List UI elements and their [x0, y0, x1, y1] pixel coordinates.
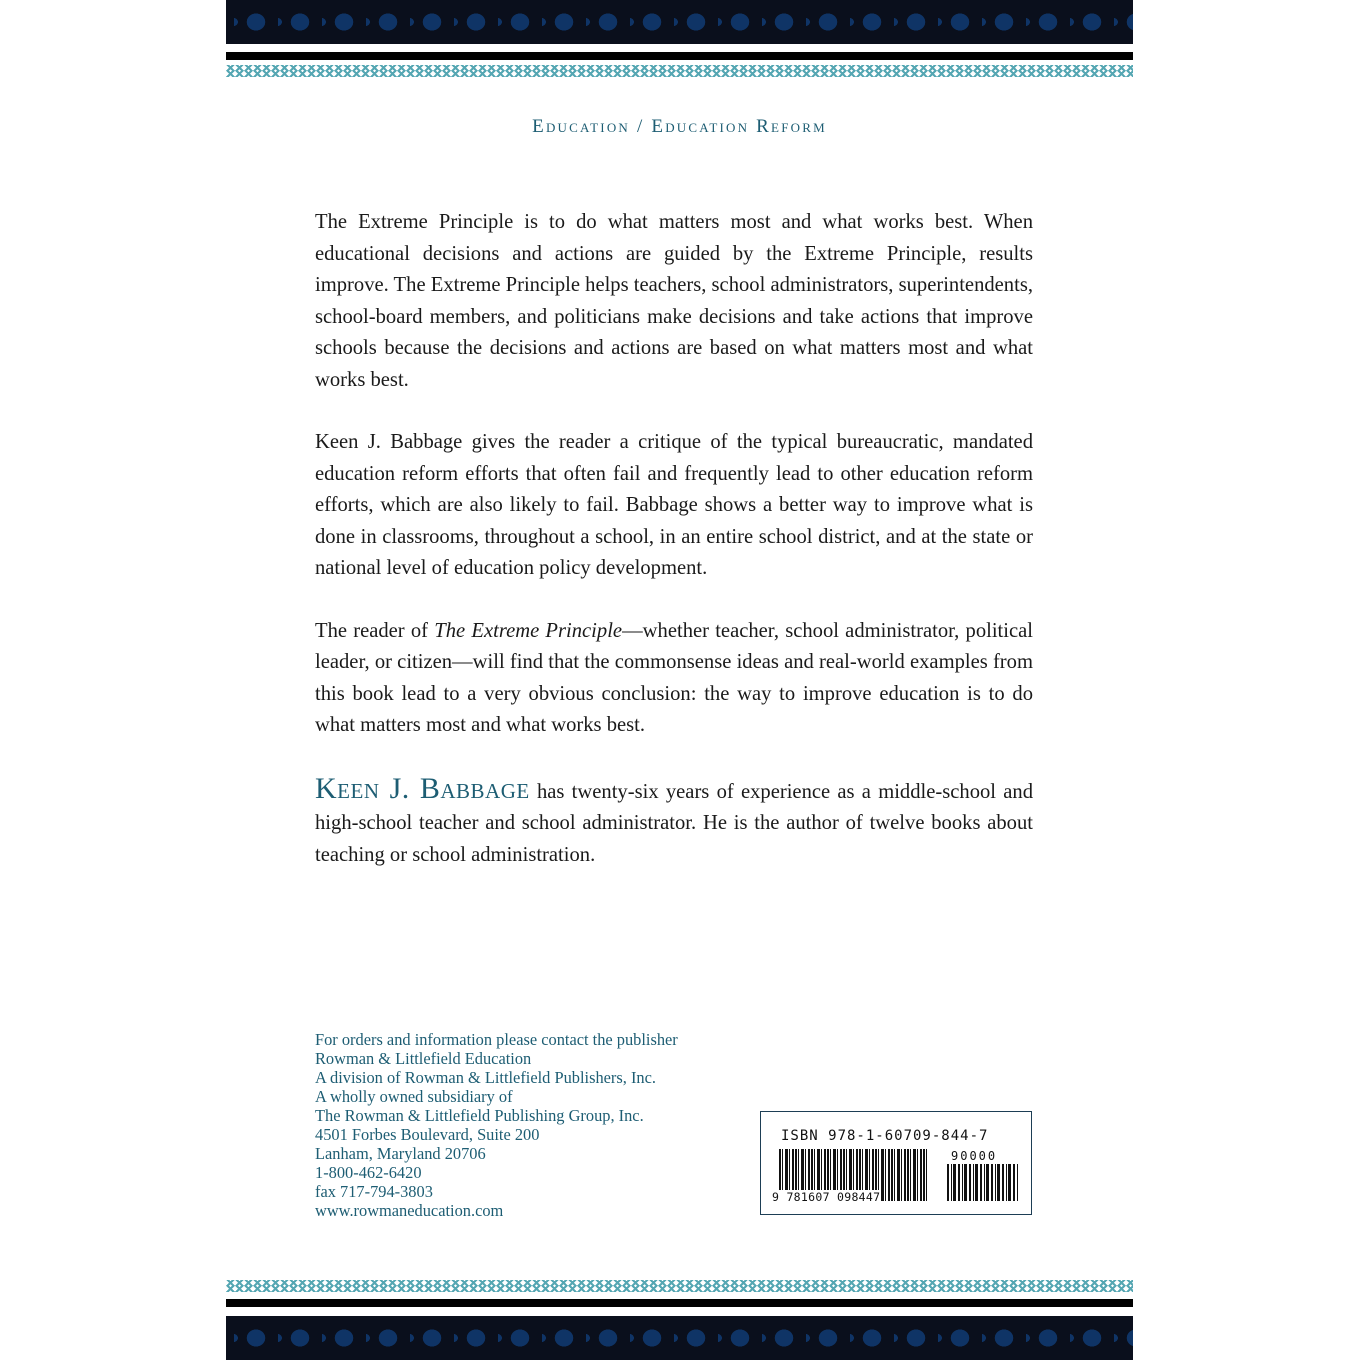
top-pattern-band	[226, 0, 1133, 44]
publisher-line: A wholly owned subsidiary of	[315, 1087, 513, 1106]
top-zigzag-band	[226, 65, 1133, 77]
barcode-addon-bars	[947, 1164, 1019, 1201]
publisher-line: The Rowman & Littlefield Publishing Group, Inc.	[315, 1106, 644, 1125]
bottom-black-stripe	[226, 1299, 1133, 1307]
isbn-number: ISBN 978-1-60709-844-7	[781, 1128, 989, 1144]
category-heading: Education / Education Reform	[532, 116, 827, 137]
bottom-pattern-band	[226, 1316, 1133, 1360]
bottom-zigzag-band	[226, 1280, 1133, 1292]
publisher-line: Rowman & Littlefield Education	[315, 1049, 532, 1068]
publisher-website: www.rowmaneducation.com	[315, 1201, 504, 1220]
author-bio	[315, 773, 1033, 872]
publisher-city: Lanham, Maryland 20706	[315, 1144, 486, 1163]
paragraph-2: Keen J. Babbage gives the reader a critique of the typical bureaucratic, mandated education reform efforts that often fail and frequently lead to other education reform efforts, which are also likely to fail. Babbage shows a better way to improve what is done in classrooms, throughout a school, in an entire school district, and at the state or national level of education policy development.	[315, 431, 1033, 579]
book-title-italic: The Extreme Principle	[434, 619, 623, 642]
publisher-fax: fax 717-794-3803	[315, 1182, 433, 1201]
top-black-stripe	[226, 52, 1133, 60]
back-cover	[226, 0, 1133, 1360]
publisher-address: 4501 Forbes Boulevard, Suite 200	[315, 1125, 540, 1144]
publisher-info	[315, 1030, 775, 1220]
paragraph-1: The Extreme Principle is to do what matters most and what works best. When educational decisions and actions are guided by the Extreme Principle, results improve. The Extreme Principle helps teachers, school administrators, superintendents, school-board members, and politicians make decisions and take actions that improve schools because the decisions and actions are based on what matters most and what works best.	[315, 211, 1033, 391]
paragraph-3-start: The reader of	[315, 619, 435, 642]
author-name: Keen J. Babbage	[315, 771, 530, 805]
author-bio-text: has twenty-six years of experience as a middle-school and high-school teacher and school administrator. He is the author of twelve books about teaching or school administration.	[315, 780, 1033, 866]
paragraph-3-rest: —whether teacher, school administrator, political leader, or citizen—will find that the commonsense ideas and real-world examples from this book lead to a very obvious conclusion: the way to improve education is to do what matters most and what works best.	[315, 619, 1034, 736]
publisher-line: A division of Rowman & Littlefield Publishers, Inc.	[315, 1068, 656, 1087]
publisher-phone: 1-800-462-6420	[315, 1163, 422, 1182]
publisher-line: For orders and information please contact the publisher	[315, 1030, 678, 1049]
paragraph-3	[315, 616, 1033, 742]
description	[315, 207, 1033, 902]
isbn-barcode	[760, 1111, 1032, 1215]
barcode-ean-digits: 9 781607 098447	[772, 1190, 881, 1204]
barcode-addon-digits: 90000	[951, 1149, 998, 1163]
